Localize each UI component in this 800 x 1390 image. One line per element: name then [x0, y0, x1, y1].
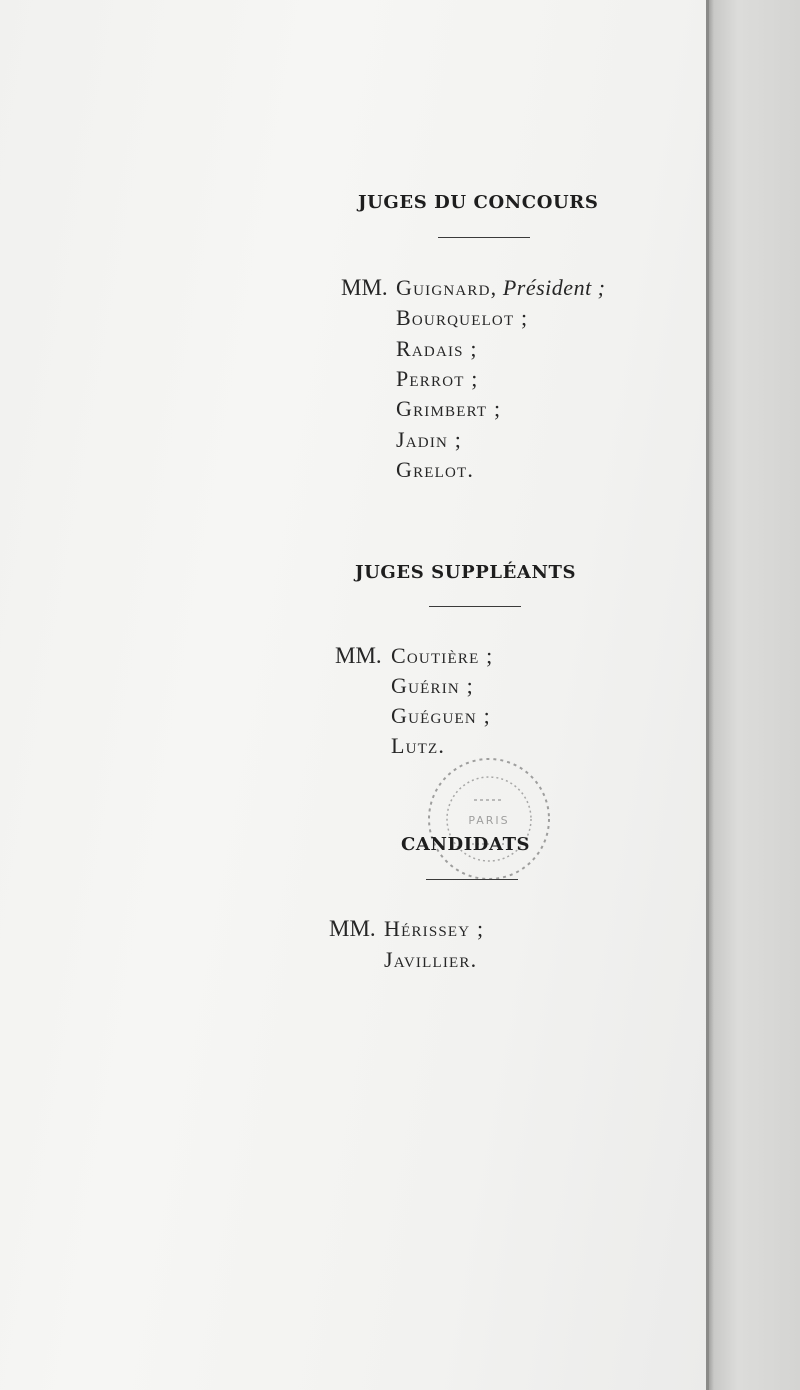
mm-prefix: MM.	[335, 643, 382, 668]
judge-name: Perrot ;	[396, 366, 479, 391]
judge-name: Grelot.	[396, 457, 475, 482]
heading-juges-suppleants: JUGES SUPPLÉANTS	[355, 562, 577, 583]
candidate-name: Hérissey ;	[384, 916, 485, 941]
page-edge	[706, 0, 709, 1390]
president-title: Président ;	[502, 275, 606, 300]
candidate-name: Javillier.	[384, 947, 478, 972]
judge-name: Radais ;	[396, 336, 478, 361]
suppleant-name: Guérin ;	[391, 673, 474, 698]
mm-prefix: MM.	[329, 916, 376, 941]
mm-prefix: MM.	[341, 275, 388, 300]
divider-rule	[426, 879, 518, 880]
judge-name: Grimbert ;	[396, 396, 502, 421]
stamp-text: PARIS	[468, 814, 510, 827]
suppleant-name: Lutz.	[391, 733, 446, 758]
suppleant-name: Coutière ;	[391, 643, 494, 668]
judge-line-president	[396, 277, 606, 299]
judge-name: Bourquelot ;	[396, 305, 529, 330]
book-gutter	[708, 0, 800, 1390]
heading-juges-du-concours: JUGES DU CONCOURS	[358, 192, 599, 213]
suppleant-name: Guéguen ;	[391, 703, 491, 728]
library-stamp	[422, 752, 556, 886]
judge-name: Jadin ;	[396, 427, 463, 452]
judge-name: Guignard,	[396, 275, 498, 300]
divider-rule	[429, 606, 521, 607]
heading-candidats: CANDIDATS	[401, 834, 531, 855]
divider-rule	[438, 237, 530, 238]
